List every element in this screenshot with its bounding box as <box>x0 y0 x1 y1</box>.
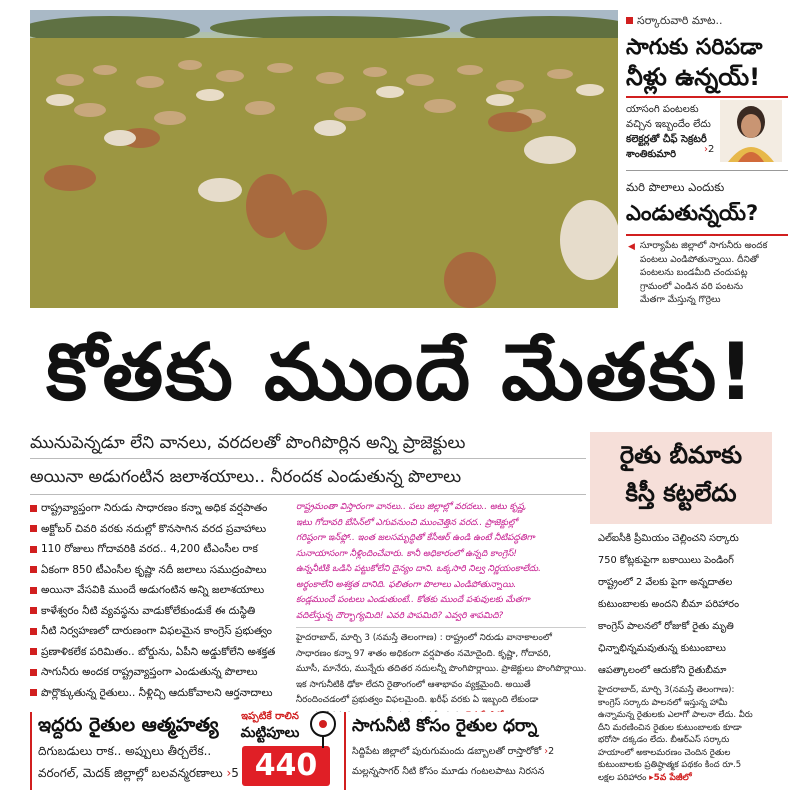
bullet-item <box>30 621 288 642</box>
right-box-point: కాంగ్రెస్ పాలనలో రోజుకో రైతు మృతి <box>598 621 734 632</box>
bottom-mid-line2: మల్లన్నసాగర్ నీటి కోసం మూడు గంటలపాటు నిరసన <box>352 766 545 777</box>
caption-line: మేతగా మేస్తున్న గొర్రెలు <box>640 295 721 305</box>
caption-line: పంటలు ఎండిపోతున్నాయి. దీనితో <box>640 254 759 265</box>
right-box-heading-line1: రైతు బీమాకు <box>619 441 743 469</box>
avatar-shanti-kumari <box>720 100 782 162</box>
right-box-body-line: లక్షల పరిహారం <box>598 772 647 783</box>
bullet-text: నీటి నిర్వహణలో దారుణంగా విఫలమైన కాంగ్రెస్ ప్రభుత్వం <box>41 625 272 637</box>
bottom-mid-accent <box>344 712 346 790</box>
intro-line: సునాయాసంగా నీళ్లిందించేవారు. కానీ అధికారంలో ఉన్నది కాంగ్రెస్! <box>296 548 517 559</box>
flower-icon <box>308 710 338 748</box>
intro-line: రాష్ట్రమంతా విస్తారంగా వానలు.. పలు జిల్లాల్లో వరదలు.. అటు కృష్ణ, <box>296 502 527 512</box>
quote-line1: యాసంగి పంటలకు <box>626 104 699 115</box>
bullet-square-icon <box>30 648 37 655</box>
side-kicker <box>626 14 723 30</box>
right-box-body-line: కుటుంబాలకు ప్రతిష్ఠాత్మక పథకం కింద రూ.5 <box>598 760 742 770</box>
photo-illustration <box>30 10 618 308</box>
bullet-square-icon <box>30 628 37 635</box>
bullet-text: కాళేశ్వరం నీటి వ్యవస్థను వాడుకోలేకుండుకే ఈ దుస్థితి <box>41 604 256 617</box>
side-divider <box>626 96 788 98</box>
intro-line: ఉన్ననీటికి ఒడిసి పట్టుకోలేని దైన్యం దాని. ఒక్కసారి నిల్వ నిర్ణయంకాలేదు. <box>296 564 541 574</box>
bullet-item <box>30 580 288 601</box>
right-box-body-line: హైదరాబాద్, మార్చి 3(నమస్తే తెలంగాణ): <box>598 685 735 695</box>
bottom-mid-page: 2 <box>548 746 555 757</box>
stamp-line2: మట్టిపూలు <box>240 725 300 741</box>
right-box-body <box>598 684 784 784</box>
intro-line: అర్థంకాలేని అశక్తత దానిది. ఫలితంగా పొలాలు ఎండిపోతున్నాయి. <box>296 579 517 590</box>
bottom-mid-line1: సిద్దిపేట జిల్లాలో పురుగుమందు డబ్బాలతో రాస్తారోకో ›2 <box>352 746 555 757</box>
death-count-stamp <box>232 710 338 790</box>
bullet-square-icon <box>30 607 37 614</box>
bottom-left-accent <box>30 712 32 790</box>
bullet-text: 110 రోజులు గోదావరికి వరద.. 4,200 టీఎంసీల రాక <box>41 543 258 555</box>
body-last-line <box>296 709 586 713</box>
right-box-body-line: కాంగ్రెస్ సర్కారు పాలనలో ఇస్తున్న హామీ <box>598 697 728 708</box>
continued-text <box>465 711 503 713</box>
bullet-square-icon <box>30 505 37 512</box>
bottom-mid-line1-text: సిద్దిపేట జిల్లాలో పురుగుమందు డబ్బాలతో రాస్తారోకో <box>352 746 542 757</box>
body-line: మూసీ, మానేరు, మున్నేరు తదితర నదులన్నీ పొంగిపొర్లాయి. ప్రాజెక్టులు పొంగిపొర్లాయి. <box>296 664 586 674</box>
stamp-number: 440 <box>242 746 330 786</box>
bullet-item <box>30 539 288 560</box>
bullet-text: అయినా వేసవికి ముందే అడుగంటిన అన్ని జలాశయాలు <box>41 584 265 596</box>
avatar-portrait <box>720 100 782 162</box>
bullet-square-icon <box>30 669 37 676</box>
bullet-text: అక్టోబర్ చివరి వరకు నదుల్లో కొనసాగిన వరద ప్రవాహాలు <box>41 522 267 535</box>
quote-line4: శాంతికుమారి <box>626 149 676 160</box>
body-line: హైదరాబాద్, మార్చి 3 (నమస్తే తెలంగాణ) : రాష్ట్రంలో నిరుడు వానాకాలంలో <box>296 633 552 643</box>
right-box-point: రాష్ట్రంలో 2 వేలకు పైగా అన్నదాతల <box>598 577 733 588</box>
deck-line2: అయినా అడుగంటిన జలాశయాలు.. నీరందక ఎండుతున్న పొలాలు <box>30 467 462 487</box>
quote-page-number: 2 <box>708 144 715 155</box>
bottom-left-page: 5 <box>231 766 239 780</box>
bullet-item <box>30 519 288 540</box>
bottom-left-line2-text: వరంగల్, మెదక్ జిల్లాల్లో బలవన్మరణాలు <box>38 766 223 780</box>
bottom-left-line2: వరంగల్, మెదక్ జిల్లాల్లో బలవన్మరణాలు ›5 <box>38 766 239 780</box>
continued-link[interactable] <box>461 711 504 713</box>
deck-rule-2 <box>30 494 586 495</box>
right-box-points <box>598 528 784 682</box>
bottom-left-heading: ఇద్దరు రైతుల ఆత్మహత్య <box>38 714 219 736</box>
intro-line: వదిలేస్తున్న దౌర్భాగ్యమిది! ఎవరి పాపమిది? ఎవ్వరి శాపమిది? <box>296 610 504 621</box>
bullet-square-icon <box>30 566 37 573</box>
right-box-heading <box>590 436 772 512</box>
bullet-square-icon <box>30 587 37 594</box>
bullet-square-icon <box>30 546 37 553</box>
bullet-text: సాగునీరు అందక రాష్ట్రవ్యాప్తంగా ఎండుతున్న పొలాలు <box>41 666 258 678</box>
side-divider-2 <box>626 234 788 236</box>
caption-arrow-icon: ◀ <box>628 242 635 252</box>
bullet-text: రాష్ట్రవ్యాప్తంగా నిరుడు సాధారణం కన్నా అధిక వర్షపాతం <box>41 502 268 514</box>
right-box-continued-text: 5వ పేజీలో <box>653 772 692 783</box>
intro-line: కండ్లముందే పంటలు ఎండుతుంటే.. కోతకు ముందే పశువులకు మేతగా <box>296 595 530 605</box>
side-head1-line2: నీళ్లు ఉన్నయ్! <box>626 63 761 91</box>
bullet-item <box>30 601 288 622</box>
bottom-mid-heading: సాగునీటి కోసం రైతుల ధర్నా <box>352 716 538 736</box>
bullet-item <box>30 662 288 683</box>
right-box-point: ఛిన్నాభిన్నమవుతున్న కుటుంబాలు <box>598 643 726 654</box>
quote-line3: కలెక్టర్లతో చీఫ్ సెక్రటరీ <box>626 134 707 145</box>
right-box-body-line: ఉన్నామన్న రైతులకు ఎలాగో పాలనా లేదు. వీరు <box>598 710 753 720</box>
lead-story-text <box>296 500 586 712</box>
bullet-text: ప్రణాళికలేక పరిమితం.. బోర్డును, ఏపీని అడ్డుకోలేని అశక్తత <box>41 645 276 658</box>
right-box-body-line: భరోసా దక్కడం లేదు. బీఆర్‌ఎస్ సర్కారు <box>598 735 730 745</box>
bullet-text: ఏకంగా 850 టీఎంసీల కృష్ణా నదీ జలాలు సముద్రంపాలు <box>41 563 267 576</box>
body-line: సాధారణం కన్నా 97 శాతం అధికంగా వర్షపాతం నమోదైంది. కృష్ణా, గోదావరి, <box>296 648 552 659</box>
deck-rule <box>30 458 586 459</box>
bullet-item <box>30 560 288 581</box>
intro-line: ఇటు గోదావరి బేసిన్‌లో ఎగువనుంచి ముంచెత్తిన వరద.. ప్రాజెక్టుల్లో <box>296 517 518 528</box>
bullet-list <box>30 498 288 703</box>
bullet-item <box>30 642 288 663</box>
lead-photo-sheep-grazing <box>30 10 618 308</box>
right-box-point: ఎల్ఐసీకి ప్రీమియం చెల్లించని సర్కారు <box>598 533 739 544</box>
right-box-point: 750 కోట్లకుపైగా బకాయిలు పెండింగ్ <box>598 555 734 566</box>
side-head2-line2: ఎండుతున్నయ్? <box>626 201 759 225</box>
right-box-point: కుటుంబాలకు అందని బీమా పరిహారం <box>598 599 740 610</box>
right-box-point: ఆపత్కాలంలో ఆదుకోని రైతుబీమా <box>598 665 727 676</box>
bullet-item <box>30 498 288 519</box>
side-head2-line1: మరి పొలాలు ఎందుకు <box>626 180 725 194</box>
right-box-body-line: హయాంలో అకాలమరణం చెందిన రైతుల <box>598 747 731 758</box>
caption-line: సూర్యాపేట జిల్లాలో సాగునీరు అందక <box>640 241 768 251</box>
body-line: ఇక సాగునీటికి ఢోకా లేదని రైతాంగంలో ఆశాభావం వ్యక్తమైంది. అయితే <box>296 679 531 690</box>
side-head1-line1: సాగుకు సరిపడా <box>626 35 763 60</box>
intro-line: గరిష్ఠంగా ఇన్‌ఫ్లో.. ఇంత జలసమృద్ధితో కేసీఆర్ ఉండి ఉంటే నీటిపద్ధతిగా <box>296 533 535 543</box>
photo-caption <box>640 240 790 308</box>
quote-line2: వచ్చిన ఇబ్బందేం లేదు <box>626 119 711 130</box>
stamp-line1: ఇప్పటికే రాలిన <box>241 711 299 722</box>
main-headline: కోతకు ముందే మేతకు! <box>46 328 756 418</box>
side-rule <box>626 170 788 171</box>
bullet-item <box>30 683 288 704</box>
right-box-body-last <box>598 772 784 785</box>
right-box-heading-line2: కిస్తీ కట్టలేదు <box>625 479 737 507</box>
kicker-square-icon <box>626 17 633 24</box>
bullet-square-icon <box>30 689 37 696</box>
caption-line: పంటలను బండమీది చందుపట్ల <box>640 268 748 278</box>
deck-line1: మునుపెన్నడూ లేని వానలు, వరదలతో పొంగిపొర్లిన అన్ని ప్రాజెక్టులు <box>30 433 466 453</box>
bullet-text: పొర్లొక్కుతున్న రైతులు.. నీళ్లిచ్చి ఆదుకోవాలని ఆర్తనాదాలు <box>41 686 273 699</box>
quote-page-ref: ›2 <box>704 144 715 155</box>
right-box-continued-link[interactable]: ▸5వ పేజీలో <box>649 772 692 783</box>
right-box-body-line: దీని మరణించిన రైతుల కుటుంబాలకు కూడా <box>598 722 742 733</box>
body-line: నీరందించడంలో ప్రభుత్వం విఫలమైంది. ఖరీఫ్ వరకు ఏ ఇబ్బంది లేకుండా <box>296 695 539 705</box>
bullet-square-icon <box>30 525 37 532</box>
side-kicker-text: సర్కారువారి మాట.. <box>637 14 723 27</box>
bottom-left-line1: దిగుబడులు రాక.. అప్పులు తీర్చలేక.. <box>38 744 212 758</box>
caption-line: గ్రామంలో ఎండిన వరి పంటను <box>640 281 743 292</box>
story-rule <box>296 627 586 628</box>
